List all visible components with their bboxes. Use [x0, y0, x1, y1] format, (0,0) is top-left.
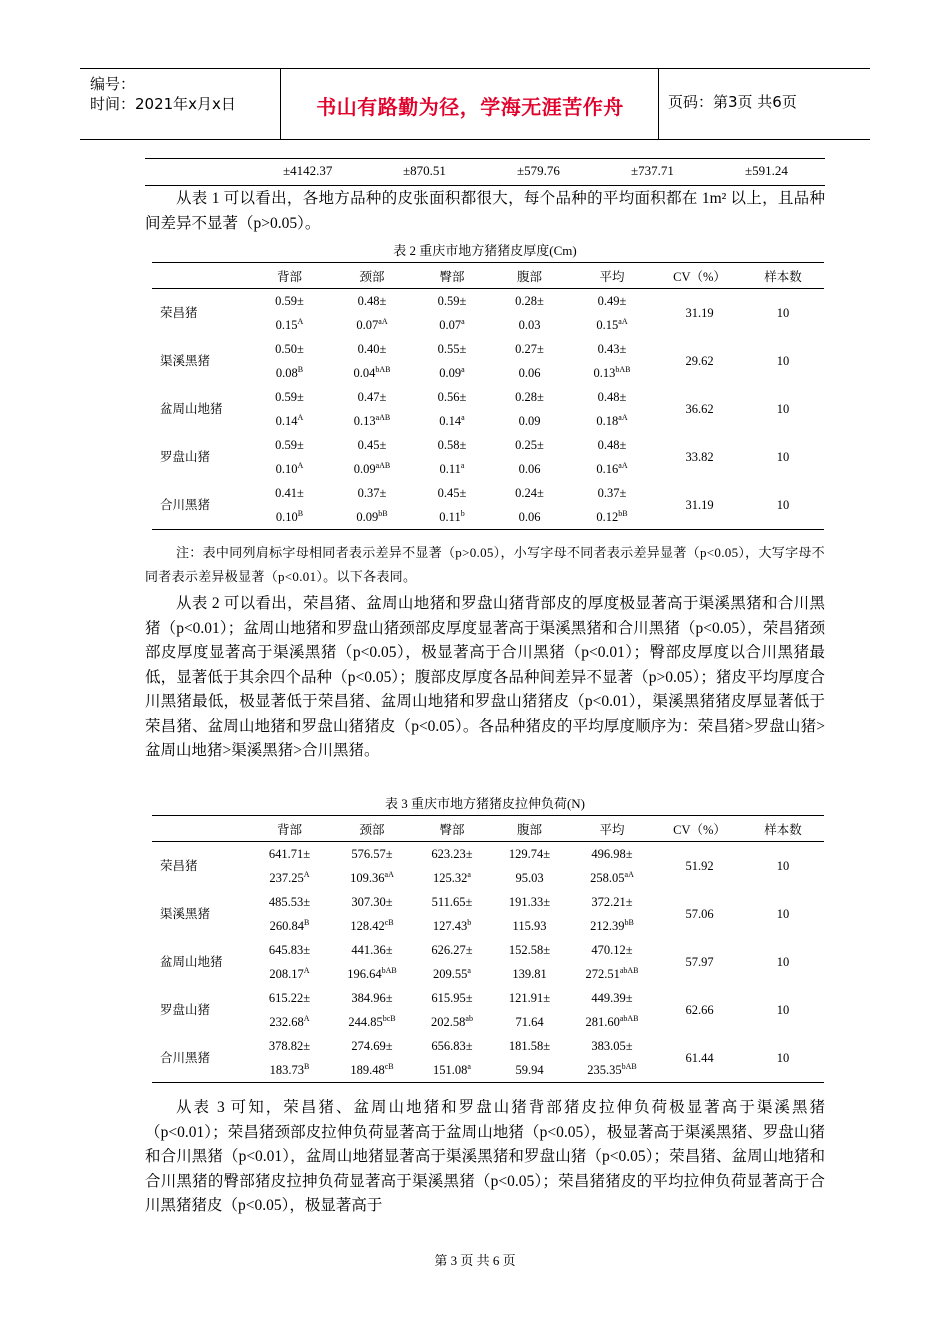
significance-superscript: bB — [378, 508, 388, 518]
cell-value: 0.09 — [439, 366, 462, 380]
table-cell: 641.71± — [268, 847, 311, 861]
table-cell: 0.56± — [437, 390, 467, 404]
cell-value: 272.51 — [585, 967, 620, 981]
table-cell: 0.28± — [515, 294, 544, 308]
significance-superscript: aAB — [375, 460, 391, 470]
cell-value: 208.17 — [269, 967, 304, 981]
table-row — [152, 385, 824, 409]
cell-value: 260.84 — [269, 919, 305, 933]
significance-superscript: a — [461, 316, 465, 326]
significance-superscript: A — [297, 316, 304, 326]
table-row — [152, 1034, 824, 1058]
table-cell: 615.22± — [268, 991, 311, 1005]
column-header: 颈部 — [332, 816, 412, 842]
table-cell: 0.59± — [275, 390, 304, 404]
cell-value: 0.04 — [353, 366, 376, 380]
significance-superscript: aA — [618, 316, 628, 326]
column-header — [152, 816, 247, 842]
table-header-row — [152, 263, 824, 289]
table-cell — [332, 866, 412, 890]
table-cell: 0.27± — [515, 342, 544, 356]
cell-value: 196.64 — [347, 967, 382, 981]
significance-superscript: b — [467, 917, 472, 927]
table-cell: 307.30± — [351, 895, 393, 909]
cell-value: 0.07 — [439, 318, 462, 332]
table-cell: ±579.76 — [517, 163, 560, 178]
header-meta — [90, 74, 236, 114]
table-cell: 0.45± — [357, 438, 387, 452]
column-header: 平均 — [567, 263, 657, 289]
breed-name: 荣昌猪 — [160, 859, 198, 873]
significance-superscript: bAB — [615, 364, 631, 374]
significance-superscript: a — [467, 965, 471, 975]
cell-value: 183.73 — [269, 1063, 305, 1077]
significance-superscript: aA — [384, 869, 394, 879]
table-cell — [412, 914, 492, 938]
significance-superscript: cB — [384, 917, 394, 927]
page-header — [80, 68, 870, 140]
significance-superscript: B — [304, 1061, 310, 1071]
significance-superscript: B — [297, 508, 304, 518]
table-cell: 0.43± — [597, 342, 627, 356]
table-cell — [332, 1010, 412, 1034]
table-cell — [492, 914, 567, 938]
breed-name: 合川黑猪 — [152, 1034, 247, 1083]
table-cell — [247, 457, 332, 481]
header-divider — [658, 69, 659, 139]
cell-value: 237.25 — [269, 871, 304, 885]
cell-value: 0.03 — [518, 318, 541, 332]
column-header — [152, 263, 247, 289]
table-row — [152, 481, 824, 505]
page-footer: 第 3 页 共 6 页 — [434, 1253, 516, 1268]
table-cell — [332, 409, 412, 433]
table-cell: 0.59± — [275, 294, 304, 308]
table-cell: 372.21± — [591, 895, 633, 909]
table-cell: 384.96± — [351, 991, 393, 1005]
table-cell: 0.41± — [275, 486, 304, 500]
significance-superscript: bAB — [375, 364, 391, 374]
table-cell: 441.36± — [351, 943, 393, 957]
significance-superscript: A — [297, 412, 304, 422]
breed-name: 罗盘山猪 — [160, 450, 211, 464]
table-cell: 0.28± — [515, 390, 544, 404]
table-cell: 623.23± — [431, 847, 473, 861]
cell-value: 71.64 — [515, 1015, 544, 1029]
significance-superscript: B — [297, 364, 304, 374]
table-cell — [247, 962, 332, 986]
column-header: 平均 — [567, 816, 657, 842]
sample-count-cell: 10 — [776, 907, 790, 921]
cell-value: 0.11 — [439, 462, 461, 476]
cell-value: 0.06 — [518, 462, 541, 476]
cv-cell: 33.82 — [685, 450, 714, 464]
header-divider — [280, 69, 281, 139]
table-cell: ±870.51 — [403, 163, 446, 178]
cell-value: 0.06 — [518, 510, 541, 524]
table-cell: ±4142.37 — [283, 163, 333, 178]
significance-superscript: A — [297, 460, 304, 470]
table-cell — [492, 1010, 567, 1034]
cell-value: 0.11 — [439, 510, 461, 524]
table-cell — [492, 457, 567, 481]
cell-value: 244.85 — [348, 1015, 383, 1029]
cell-value: 258.05 — [590, 871, 625, 885]
significance-superscript: bAB — [381, 965, 397, 975]
table-cell — [247, 313, 332, 337]
significance-superscript: cB — [384, 1061, 394, 1071]
table-cell: 0.55± — [437, 342, 467, 356]
cv-cell: 31.19 — [685, 306, 714, 320]
paragraph-text: 从表 1 可以看出，各地方品种的皮张面积都很大，每个品种的平均面积都在 1m² 以上，且品种间差异不显著（p>0.05）。 — [145, 190, 825, 232]
table-row — [152, 986, 824, 1010]
breed-name: 渠溪黑猪 — [160, 907, 211, 921]
column-header: 臀部 — [412, 263, 492, 289]
table-cell: 121.91± — [508, 991, 551, 1005]
table-cell: 449.39± — [591, 991, 633, 1005]
column-header: CV（%） — [657, 816, 742, 842]
column-header: 背部 — [247, 816, 332, 842]
table-cell — [247, 409, 332, 433]
cv-cell: 29.62 — [685, 354, 714, 368]
table-cell — [247, 1058, 332, 1083]
cv-cell: 31.19 — [657, 481, 742, 530]
significance-superscript: a — [461, 364, 465, 374]
cell-value: 0.07 — [356, 318, 379, 332]
table-cell: 0.45± — [437, 486, 467, 500]
sample-count-cell: 10 — [776, 955, 790, 969]
breed-name: 盆周山地猪 — [160, 955, 223, 969]
significance-superscript: a — [467, 1061, 471, 1071]
column-header: CV（%） — [657, 263, 742, 289]
significance-superscript: bAB — [621, 1061, 637, 1071]
table-cell — [492, 505, 567, 530]
table-cell: 0.59± — [437, 294, 467, 308]
table-cell: 576.57± — [351, 847, 393, 861]
cell-value: 235.35 — [587, 1063, 622, 1077]
table-cell — [332, 914, 412, 938]
table-cell: 274.69± — [351, 1039, 393, 1053]
table-cell — [567, 457, 657, 481]
table-row — [152, 938, 824, 962]
cv-cell: 61.44 — [657, 1034, 742, 1083]
table-cell — [492, 361, 567, 385]
table-cell: 0.40± — [357, 342, 387, 356]
table-cell — [412, 313, 492, 337]
sample-count-cell: 10 — [776, 306, 790, 320]
table-cell — [567, 409, 657, 433]
sample-count-cell: 10 — [776, 450, 790, 464]
cell-value: 0.08 — [275, 366, 298, 380]
table-cell — [492, 1058, 567, 1083]
table-cell: 511.65± — [431, 895, 473, 909]
table1-carry-row — [145, 158, 825, 186]
cell-value: 0.10 — [275, 462, 298, 476]
cell-value: 0.18 — [596, 414, 619, 428]
table-cell: 0.48± — [597, 438, 627, 452]
table-cell — [332, 505, 412, 530]
cell-value: 95.03 — [515, 871, 544, 885]
cv-cell: 36.62 — [685, 402, 714, 416]
table-cell — [492, 409, 567, 433]
cv-cell: 57.06 — [685, 907, 714, 921]
table2-caption: 表 2 重庆市地方猪猪皮厚度(Cm) — [393, 243, 577, 258]
table-cell: ±591.24 — [745, 163, 788, 178]
table-cell — [412, 457, 492, 481]
table-cell — [247, 505, 332, 530]
breed-name: 合川黑猪 — [152, 481, 247, 530]
table-cell: 0.48± — [357, 294, 387, 308]
significance-superscript: B — [304, 917, 310, 927]
cell-value: 212.39 — [590, 919, 625, 933]
significance-superscript: A — [303, 1013, 310, 1023]
table-cell — [332, 361, 412, 385]
cell-value: 0.09 — [353, 462, 376, 476]
cell-value: 59.94 — [515, 1063, 544, 1077]
breed-name: 盆周山地猪 — [160, 402, 223, 416]
table-cell — [247, 361, 332, 385]
table-row — [152, 890, 824, 914]
cell-value: 0.06 — [518, 366, 541, 380]
cell-value: 0.10 — [275, 510, 298, 524]
significance-superscript: bB — [624, 917, 634, 927]
significance-superscript: bcB — [382, 1013, 396, 1023]
cell-value: 281.60 — [585, 1015, 620, 1029]
table-cell — [567, 505, 657, 530]
table-row — [152, 433, 824, 457]
table-cell: 0.37± — [597, 486, 627, 500]
cell-value: 232.68 — [269, 1015, 304, 1029]
cv-cell: 57.97 — [685, 955, 714, 969]
table-cell — [412, 361, 492, 385]
table-row — [152, 337, 824, 361]
table-cell: 0.50± — [275, 342, 304, 356]
sample-count-cell: 10 — [742, 1034, 824, 1083]
table-cell — [247, 866, 332, 890]
paragraph — [145, 187, 825, 236]
table-cell: 626.27± — [431, 943, 473, 957]
table-cell — [412, 866, 492, 890]
cell-value: 0.15 — [596, 318, 619, 332]
table-cell: 191.33± — [508, 895, 551, 909]
column-header: 样本数 — [742, 816, 824, 842]
table-row — [152, 842, 824, 867]
column-header: 腹部 — [492, 263, 567, 289]
table-cell: 0.59± — [275, 438, 304, 452]
cell-value: 115.93 — [512, 919, 547, 933]
cell-value: 139.81 — [512, 967, 547, 981]
table-cell: 496.98± — [591, 847, 633, 861]
table-cell — [567, 361, 657, 385]
breed-name: 罗盘山猪 — [160, 1003, 211, 1017]
column-header: 颈部 — [332, 263, 412, 289]
table-cell: 0.25± — [515, 438, 544, 452]
paragraph — [145, 592, 825, 764]
cell-value: 0.09 — [518, 414, 541, 428]
cell-value: 128.42 — [350, 919, 385, 933]
significance-superscript: a — [467, 869, 471, 879]
table-cell: 485.53± — [268, 895, 311, 909]
significance-superscript: aAB — [375, 412, 391, 422]
table-cell — [247, 914, 332, 938]
significance-superscript: abAB — [619, 965, 639, 975]
cell-value: 0.13 — [593, 366, 616, 380]
column-header: 腹部 — [492, 816, 567, 842]
table-header-row — [152, 816, 824, 842]
table-cell: 645.83± — [268, 943, 311, 957]
cell-value: 127.43 — [432, 919, 468, 933]
significance-superscript: bB — [618, 508, 628, 518]
table-cell: 0.24± — [515, 486, 544, 500]
table-cell — [567, 914, 657, 938]
cell-value: 209.55 — [433, 967, 468, 981]
table-cell — [567, 866, 657, 890]
document-date-label: 时间：2021年x月x日 — [90, 95, 236, 113]
table-cell — [412, 962, 492, 986]
breed-name: 渠溪黑猪 — [160, 354, 211, 368]
table-cell — [567, 313, 657, 337]
table-cell: 0.58± — [437, 438, 467, 452]
column-header: 样本数 — [742, 263, 824, 289]
significance-superscript: A — [303, 965, 310, 975]
table-cell: 129.74± — [508, 847, 551, 861]
table-cell: 615.95± — [431, 991, 473, 1005]
significance-superscript: aA — [618, 460, 628, 470]
table-cell: 383.05± — [591, 1039, 633, 1053]
table-cell — [412, 1010, 492, 1034]
table3-caption: 表 3 重庆市地方猪猪皮拉伸负荷(N) — [384, 796, 586, 811]
sample-count-cell: 10 — [776, 402, 790, 416]
table2 — [152, 262, 824, 530]
cell-value: 0.13 — [353, 414, 376, 428]
significance-superscript: a — [461, 412, 465, 422]
cell-value: 151.08 — [433, 1063, 468, 1077]
table3 — [152, 815, 824, 1083]
table-cell: 656.83± — [431, 1039, 473, 1053]
significance-superscript: ab — [465, 1013, 473, 1023]
sample-count-cell: 10 — [776, 859, 790, 873]
table-cell: 378.82± — [268, 1039, 311, 1053]
significance-superscript: A — [303, 869, 310, 879]
cell-value: 189.48 — [350, 1063, 385, 1077]
table-cell — [332, 313, 412, 337]
significance-superscript: aA — [618, 412, 628, 422]
cell-value: 0.16 — [596, 462, 619, 476]
table-cell: 470.12± — [591, 943, 633, 957]
table-cell — [492, 866, 567, 890]
cell-value: 0.09 — [356, 510, 379, 524]
sample-count-cell: 10 — [776, 1003, 790, 1017]
paragraph — [145, 1096, 825, 1219]
document-number-label: 编号： — [90, 75, 136, 93]
table-cell — [567, 1058, 657, 1083]
table-cell: 181.58± — [508, 1039, 551, 1053]
column-header: 臀部 — [412, 816, 492, 842]
cell-value: 0.14 — [439, 414, 462, 428]
sample-count-cell: 10 — [742, 481, 824, 530]
significance-superscript: a — [460, 460, 465, 470]
paragraph-text: 从表 2 可以看出，荣昌猪、盆周山地猪和罗盘山猪背部皮的厚度极显著高于渠溪黑猪和合川黑猪（p<0.01）；盆周山地猪和罗盘山猪颈部皮厚度显著高于渠溪黑猪和合川黑猪（p<0.05），荣昌猪颈部皮厚度显著高于渠溪黑猪（p<0.05），极显著高于合川黑猪（p<0.01）；臀部皮厚度以合川黑猪最低，显著低于其余四个品种（p<0.05）；腹部皮厚度各品种间差异不显著（p>0.05）；猪皮平均厚度合川黑猪最低，极显著低于荣昌猪、盆周山地猪和罗盘山猪猪皮（p<0.01），渠溪黑猪猪皮厚显著低于荣昌猪、盆周山地猪和罗盘山猪猪皮（p<0.05）。各品种猪皮的平均厚度顺序为：荣昌猪>罗盘山猪>盆周山地猪>渠溪黑猪>合川黑猪。 — [145, 595, 825, 759]
table-row — [152, 289, 824, 314]
table-cell — [567, 962, 657, 986]
table-cell — [247, 1010, 332, 1034]
table-cell — [567, 1010, 657, 1034]
table-cell: 152.58± — [508, 943, 551, 957]
cv-cell: 62.66 — [685, 1003, 714, 1017]
cell-value: 125.32 — [433, 871, 468, 885]
table-cell: 0.47± — [357, 390, 387, 404]
header-page-number: 页码：第3页 共6页 — [668, 93, 797, 111]
table-cell: 0.37± — [357, 486, 387, 500]
significance-superscript: abAB — [619, 1013, 639, 1023]
column-header: 背部 — [247, 263, 332, 289]
table-cell — [412, 409, 492, 433]
sample-count-cell: 10 — [776, 354, 790, 368]
table-cell — [492, 962, 567, 986]
table-cell — [412, 1058, 492, 1083]
table-cell: 0.48± — [597, 390, 627, 404]
cell-value: 0.14 — [275, 414, 298, 428]
table-cell: ±737.71 — [631, 163, 674, 178]
significance-superscript: b — [460, 508, 465, 518]
cell-value: 0.15 — [275, 318, 298, 332]
table-cell — [332, 962, 412, 986]
header-motto: 书山有路勤为径，学海无涯苦作舟 — [316, 95, 624, 119]
significance-superscript: aA — [624, 869, 634, 879]
cv-cell: 51.92 — [685, 859, 714, 873]
table-cell — [412, 505, 492, 530]
table-cell — [492, 313, 567, 337]
cell-value: 202.58 — [431, 1015, 466, 1029]
significance-superscript: aA — [378, 316, 388, 326]
breed-name: 荣昌猪 — [160, 306, 198, 320]
table-cell — [332, 457, 412, 481]
table-note: 注：表中同列肩标字母相同者表示差异不显著（p>0.05），小写字母不同者表示差异显著（p<0.05），大写字母不同者表示差异极显著（p<0.01）。以下各表同。 — [145, 545, 825, 584]
table-cell: 0.49± — [597, 294, 627, 308]
cell-value: 109.36 — [350, 871, 385, 885]
table-cell — [332, 1058, 412, 1083]
paragraph-text: 从表 3 可知，荣昌猪、盆周山地猪和罗盘山猪背部猪皮拉伸负荷极显著高于渠溪黑猪（p<0.01）；荣昌猪颈部皮拉伸负荷显著高于盆周山地猪（p<0.05），极显著高于渠溪黑猪、罗盘山猪和合川黑猪（p<0.01），盆周山地猪显著高于渠溪黑猪和罗盘山猪（p<0.05）；荣昌猪、盆周山地猪和合川黑猪的臀部猪皮拉抻负荷显著高于渠溪黑猪（p<0.05）；荣昌猪猪皮的平均拉伸负荷显著高于合川黑猪猪皮（p<0.05），极显著高于 — [145, 1099, 825, 1214]
cell-value: 0.12 — [596, 510, 619, 524]
